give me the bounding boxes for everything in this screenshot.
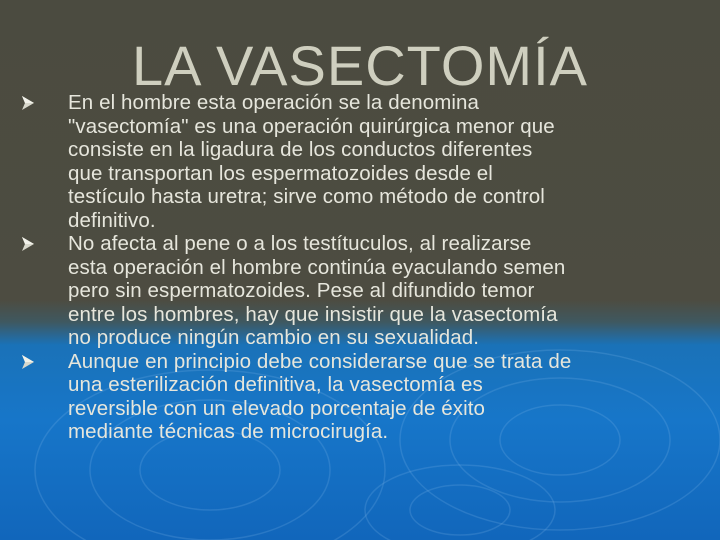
bullet-item (22, 232, 692, 350)
arrow-bullet-icon (22, 237, 34, 251)
bullet-text: No afecta al pene o a los testítuculos, al realizarse esta operación el hombre continúa eyaculando semen pero sin espermatozoides. Pese al difundido temor entre los hombres, hay que insistir que la vasectomía no produce ningún cambio en su sexualidad. (68, 232, 566, 349)
bullet-item (22, 91, 692, 232)
arrow-bullet-icon (22, 96, 34, 110)
slide-title: LA VASECTOMÍA (132, 34, 588, 97)
bullet-list (22, 91, 692, 444)
bullet-text: Aunque en principio debe considerarse que se trata de una esterilización definitiva, la vasectomía es reversible con un elevado porcentaje de éxito mediante técnicas de microcirugía. (68, 349, 572, 443)
bullet-text: En el hombre esta operación se la denomina "vasectomía" es una operación quirúrgica menor que consiste en la ligadura de los conductos diferentes que transportan los espermatozoides desde el testículo hasta uretra; sirve como método de control definitivo. (68, 91, 555, 232)
bullet-item (22, 350, 692, 444)
arrow-bullet-icon (22, 355, 34, 369)
